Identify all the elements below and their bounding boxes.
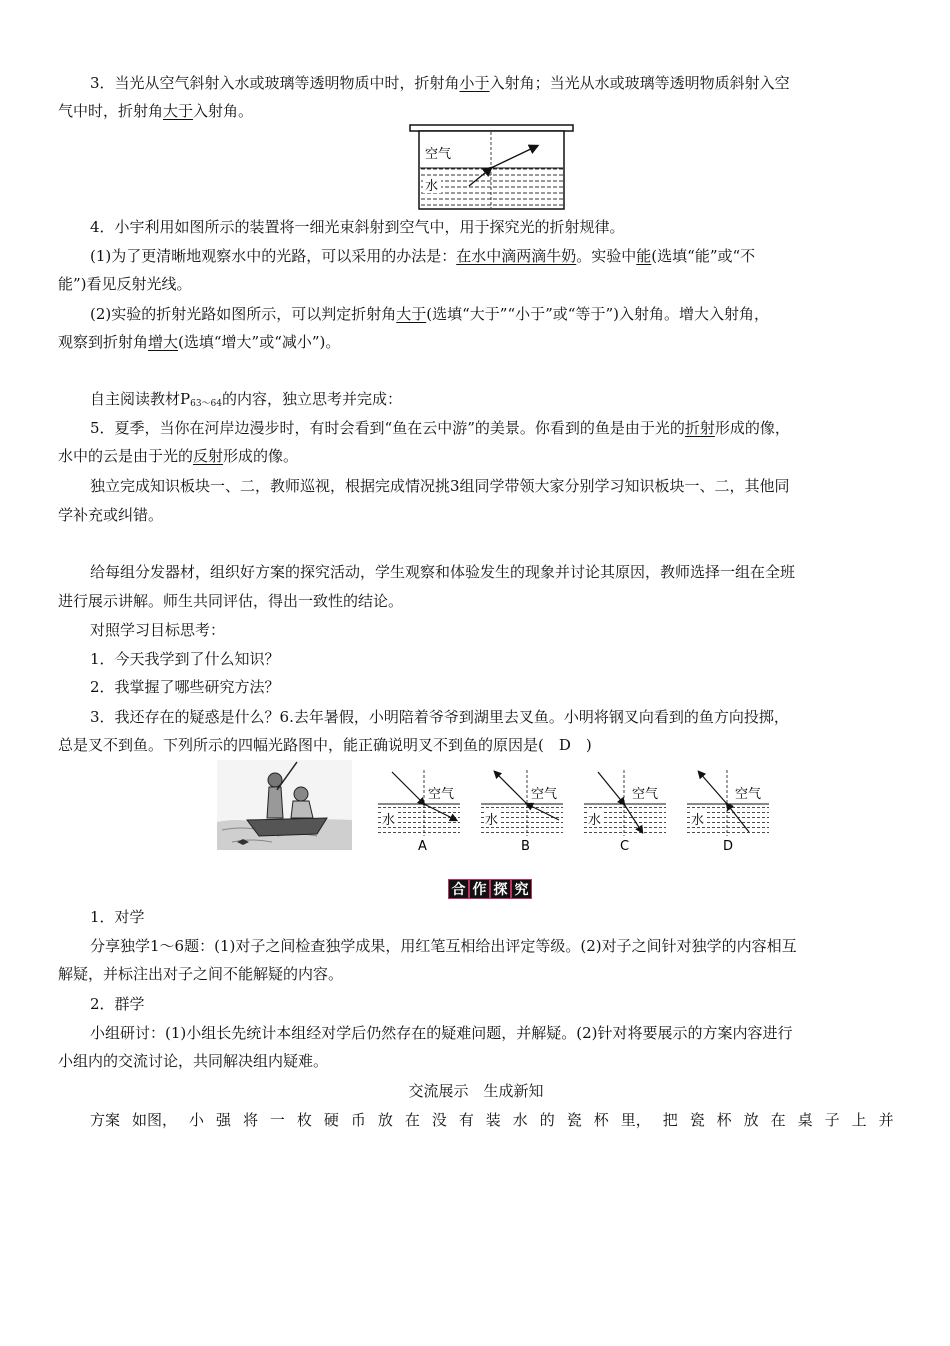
coop-title-2: 2．群学	[90, 995, 145, 1013]
air-label: 空气	[632, 787, 659, 802]
coop-para-2-cont: 小组内的交流讨论，共同解决组内疑难。	[58, 1052, 329, 1070]
reflect-q2: 2．我掌握了哪些研究方法？	[90, 678, 280, 696]
section-badge	[448, 879, 532, 899]
paragraph-cont: 学补充或纠错。	[58, 506, 164, 524]
badge-char: 作	[469, 879, 490, 899]
q4-intro: 4．小宇利用如图所示的装置将一细光束斜射到空气中，用于探究光的折射规律。	[90, 218, 625, 236]
diagram-b	[481, 770, 563, 852]
air-label: 空气	[425, 147, 452, 162]
reflect-q3: 3．我还存在的疑惑是什么？6.去年暑假，小明陪着爷爷到湖里去叉鱼。小明将钢叉向看到的鱼方向投掷，	[90, 708, 789, 726]
reflect-q3-cont: 总是叉不到鱼。下列所示的四幅光路图中，能正确说明叉不到鱼的原因是( D )	[58, 736, 592, 754]
water-label: 水	[588, 813, 602, 828]
q3-line2: 气中时，折射角大于入射角。	[58, 102, 254, 120]
q5-line1: 5．夏季，当你在河岸边漫步时，有时会看到“鱼在云中游”的美景。你看到的鱼是由于光的折射形成的像，	[90, 419, 790, 437]
fishing-boat-illustration	[217, 760, 352, 850]
answer-blank: 反射	[193, 447, 224, 465]
water-label: 水	[425, 179, 439, 194]
water-label: 水	[382, 813, 396, 828]
reading-instruction: 自主阅读教材$P_{63\sim 64}$的内容，独立思考并完成：	[90, 390, 403, 409]
answer-blank: 折射	[684, 419, 715, 437]
diagram-c	[584, 770, 666, 852]
paragraph: 给每组分发器材，组织好方案的探究活动，学生观察和体验发生的现象并讨论其原因，教师选择一组在全班	[90, 563, 796, 581]
coop-title-1: 1．对学	[90, 908, 145, 926]
q4-part2-cont: 观察到折射角增大(选填“增大”或“减小”)。	[58, 333, 341, 351]
coop-para-1: 分享独学1～6题：(1)对子之间检查独学成果，用红笔互相给出评定等级。(2)对子之间针对独学的内容相互	[90, 937, 797, 955]
air-label: 空气	[735, 787, 762, 802]
q4-part2: (2)实验的折射光路如图所示，可以判定折射角大于(选填“大于”“小于”或“等于”)入射角。增大入射角，	[90, 305, 769, 323]
q4-part1: (1)为了更清晰地观察水中的光路，可以采用的办法是：在水中滴两滴牛奶。实验中能(选填“能”或“不	[90, 247, 756, 265]
q3-line1: 3．当光从空气斜射入水或玻璃等透明物质中时，折射角小于入射角；当光从水或玻璃等透明物质斜射入空	[90, 74, 790, 92]
water-label: 水	[691, 813, 705, 828]
coop-para-2: 小组研讨：(1)小组长先统计本组经对学后仍然存在的疑难问题，并解疑。(2)针对将要展示的方案内容进行	[90, 1024, 793, 1042]
answer-blank: 大于	[396, 305, 427, 323]
option-label-b: B	[521, 839, 530, 852]
answer-blank: 小于	[459, 74, 490, 92]
badge-char: 究	[511, 879, 532, 899]
paragraph: 独立完成知识板块一、二，教师巡视，根据完成情况挑3组同学带领大家分别学习知识板块一、二，其他同	[90, 477, 790, 495]
coop-para-1-cont: 解疑，并标注出对子之间不能解疑的内容。	[58, 965, 344, 983]
reflect-q1: 1．今天我学到了什么知识？	[90, 650, 280, 668]
air-label: 空气	[531, 787, 558, 802]
answer-blank: 能	[636, 247, 652, 265]
option-label-d: D	[723, 839, 734, 852]
diagram-a	[378, 770, 460, 852]
reflect-title: 对照学习目标思考：	[90, 621, 226, 639]
option-diagrams	[378, 770, 773, 852]
q5-line2: 水中的云是由于光的反射形成的像。	[58, 447, 299, 465]
answer-blank: 在水中滴两滴牛奶	[456, 247, 577, 265]
diagram-d	[687, 770, 769, 852]
badge-char: 探	[490, 879, 511, 899]
refraction-tank-figure	[409, 124, 574, 210]
answer-blank: 增大	[148, 333, 179, 351]
q4-part1-cont: 能”)看见反射光线。	[58, 275, 192, 293]
air-label: 空气	[428, 787, 455, 802]
last-line: 方案 如图， 小 强 将 一 枚 硬 币 放 在 没 有 装 水 的 瓷 杯 里， 把 瓷 杯 放 在 桌 子 上 并	[90, 1111, 894, 1129]
badge-char: 合	[448, 879, 469, 899]
water-label: 水	[485, 813, 499, 828]
option-label-a: A	[418, 839, 427, 852]
paragraph-cont: 进行展示讲解。师生共同评估，得出一致性的结论。	[58, 592, 404, 610]
option-label-c: C	[620, 839, 630, 852]
section-heading: 交流展示 生成新知	[408, 1082, 544, 1100]
answer-blank: 大于	[163, 102, 194, 120]
